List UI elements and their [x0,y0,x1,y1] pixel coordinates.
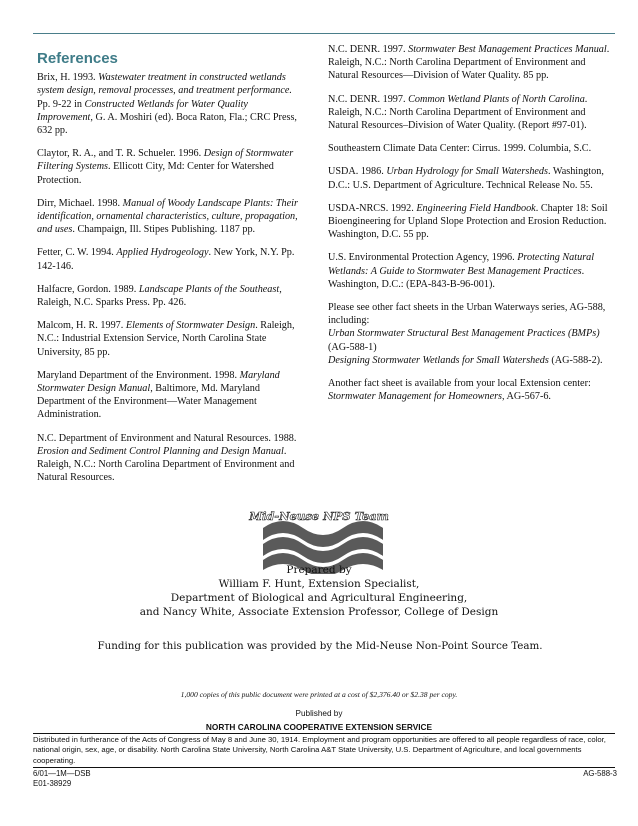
printing-cost-note: 1,000 copies of this public document were printed at a cost of $2,376.40 or $2.38 per copy. [180,690,458,699]
references-right-column [328,43,616,413]
logo-text: Mid-Neuse NPS Team [249,509,389,523]
publication-codes [33,769,617,790]
reference-item: Southeastern Climate Data Center: Cirrus. 1999. Columbia, S.C. [328,143,592,155]
top-rule [33,33,615,34]
credits: Prepared by William F. Hunt, Extension Specialist, Department of Biological and Agricultural Engineering, and Nancy White, Associate Extension Professor, College of Design [139,564,499,618]
references-heading: References [37,50,118,67]
reference-item: Claytor, R. A., and T. R. Schueler. 1996. Design of Stormwater Filtering Systems. Ellicott City, Md: Center for Watershed Protection. [37,148,294,186]
reference-item: N.C. DENR. 1997. Stormwater Best Management Practices Manual. Raleigh, N.C.: North Carolina Department of Environment and Natural Resources—Division of Water Quality. 85 pp. [328,44,610,82]
another-factsheet: Another fact sheet is available from your local Extension center: Stormwater Management for Homeowners, AG-567-6. [328,378,591,403]
reference-item: USDA. 1986. Urban Hydrology for Small Watersheds. Washington, D.C.: U.S. Department of Agriculture. Technical Release No. 55. [328,166,604,191]
footer-rule [33,733,615,734]
reference-item: Dirr, Michael. 1998. Manual of Woody Landscape Plants: Their identification, ornamental characteristics, culture, propagation, and uses. Champaign, Ill. Stipes Publishing. 1187 pp. [37,197,298,236]
order-code: E01-38929 [33,779,72,789]
publication-number: AG-588-3 [583,769,617,778]
reference-item: U.S. Environmental Protection Agency, 1996. Protecting Natural Wetlands: A Guide to Stormwater Best Management Practices. Washington, D.C.: (EPA-843-B-96-001). [328,252,595,290]
references-left-column [37,52,299,494]
funding-statement: Funding for this publication was provided by the Mid-Neuse Non-Point Source Team. [97,640,543,652]
footer-rule [33,767,615,768]
related-factsheets: Please see other fact sheets in the Urban Waterways series, AG-588, including: Urban Stormwater Structural Best Management Practices (BMPs) (AG-588-1) Designing Stormwater Wetlands for Small Watersheds (AG-588-2). [328,302,606,366]
reference-item: Malcom, H. R. 1997. Elements of Stormwater Design. Raleigh, N.C.: Industrial Extension Service, North Carolina State University, 85 pp. [37,320,295,358]
reference-item: N.C. Department of Environment and Natural Resources. 1988. Erosion and Sediment Control Planning and Design Manual. Raleigh, N.C.: North Carolina Department of Environment and Natural Resources. [37,432,297,484]
reference-item: Halfacre, Gordon. 1989. Landscape Plants of the Southeast, Raleigh, N.C. Sparks Press. Pp. 426. [37,283,282,309]
publisher-name: NORTH CAROLINA COOPERATIVE EXTENSION SERVICE [205,722,433,732]
reference-item: Fetter, C. W. 1994. Applied Hydrogeology. New York, N.Y. Pp. 142-146. [37,247,295,272]
reference-item: N.C. DENR. 1997. Common Wetland Plants of North Carolina. Raleigh, N.C.: North Carolina Department of Environment and Natural Resources–Division of Water Quality. (Report #97-01). [328,93,588,132]
reference-item: Maryland Department of the Environment. 1998. Maryland Stormwater Design Manual, Baltimore, Md. Maryland Department of the Environment—Water Management Administration. [37,369,280,421]
reference-item: Brix, H. 1993. Wastewater treatment in constructed wetlands system design, removal processes, and treatment performance. Pp. 9-22 in Constructed Wetlands for Water Quality Improvement, G. A. Moshiri (ed). Boca Raton, Fla.; CRC Press, 632 pp. [37,72,297,137]
reference-item: USDA-NRCS. 1992. Engineering Field Handbook. Chapter 18: Soil Bioengineering for Upland Slope Protection and Erosion Reduction. Washington, D.C. 55 pp. [328,202,608,241]
print-code: 6/01—1M—DSB [33,769,91,778]
legal-statement: Distributed in furtherance of the Acts of Congress of May 8 and June 30, 1914. Employment and program opportunities are offered to all people regardless of race, color, national origin, sex, age, or disability. North Carolina State University, North Carolina A&T State University, U.S. Department of Agriculture, and local governments cooperating. [33,735,606,765]
published-by: Published by [295,709,343,718]
mid-neuse-nps-team-logo [238,484,400,574]
